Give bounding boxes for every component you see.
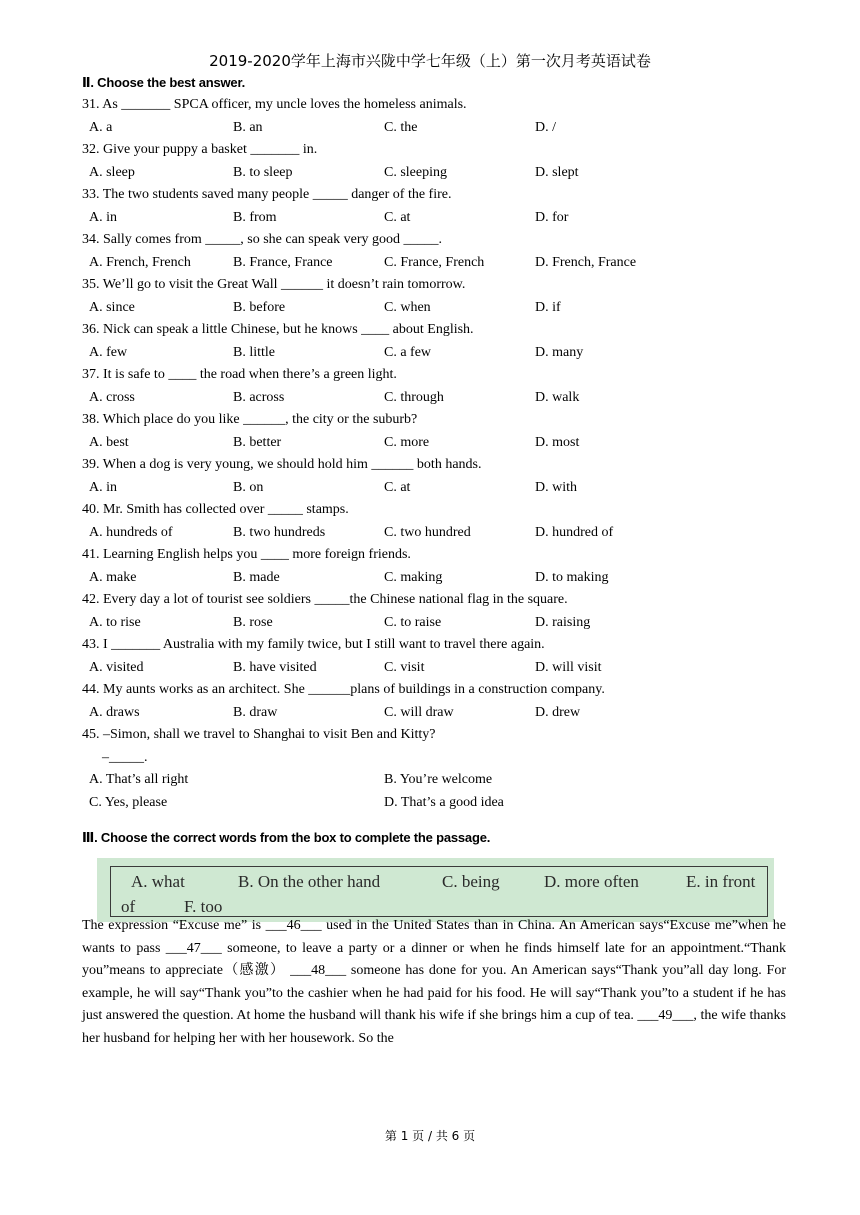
answer-option: D. will visit: [535, 659, 602, 675]
option-row: [82, 342, 792, 365]
answer-option: B. draw: [233, 704, 278, 720]
question-stem: 38. Which place do you like ______, the city or the suburb?: [82, 412, 418, 427]
answer-option: B. from: [233, 209, 277, 225]
section-2-heading: Ⅱ. Choose the best answer.: [82, 75, 246, 90]
question-stem: 32. Give your puppy a basket _______ in.: [82, 142, 318, 157]
answer-option: B. rose: [233, 614, 273, 630]
option-row: [82, 567, 792, 590]
option-row: [82, 162, 792, 185]
question-stem: 42. Every day a lot of tourist see soldiers _____the Chinese national flag in the square.: [82, 592, 568, 607]
question-stem: 33. The two students saved many people _____ danger of the fire.: [82, 187, 452, 202]
page-title: 2019-2020学年上海市兴陇中学七年级（上）第一次月考英语试卷: [209, 52, 651, 70]
answer-option: C. making: [384, 569, 443, 585]
word-box-option-b: B. On the other hand: [238, 872, 381, 891]
answer-option: A. since: [89, 299, 135, 315]
option-row: [82, 702, 792, 725]
answer-option: C. visit: [384, 659, 425, 675]
answer-option: D. with: [535, 479, 577, 495]
answer-option: A. draws: [89, 704, 140, 720]
answer-option: B. little: [233, 344, 275, 360]
answer-option: C. Yes, please: [89, 794, 168, 810]
answer-option: A. That’s all right: [89, 772, 189, 787]
dialogue-reply-blank: –_____.: [102, 749, 148, 765]
option-row: [82, 387, 792, 410]
answer-option: A. best: [89, 434, 129, 450]
answer-option: A. make: [89, 569, 137, 585]
answer-option: C. a few: [384, 344, 432, 360]
answer-option: A. sleep: [89, 164, 135, 180]
answer-option: B. to sleep: [233, 164, 293, 180]
answer-option: A. cross: [89, 389, 135, 405]
answer-option: A. hundreds of: [89, 524, 173, 540]
answer-option: C. when: [384, 299, 431, 315]
option-row: [82, 297, 792, 320]
answer-option: C. more: [384, 434, 430, 450]
answer-option: D. slept: [535, 164, 579, 180]
question-stem: 36. Nick can speak a little Chinese, but he knows ____ about English.: [82, 322, 474, 337]
answer-option: C. France, French: [384, 254, 485, 270]
answer-option: C. through: [384, 389, 444, 405]
question-stem: 44. My aunts works as an architect. She ______plans of buildings in a construction company.: [82, 682, 605, 697]
answer-option: B. before: [233, 299, 286, 315]
answer-option: D. many: [535, 344, 584, 360]
word-box-option-c: C. being: [442, 872, 500, 891]
section-3-heading: Ⅲ. Choose the correct words from the box to complete the passage.: [82, 830, 491, 845]
answer-option: B. made: [233, 569, 280, 585]
answer-option: A. in: [89, 479, 117, 495]
option-row: [82, 477, 792, 500]
word-box-option-a: A. what: [131, 872, 185, 891]
answer-option: B. You’re welcome: [384, 772, 493, 787]
answer-option: A. few: [89, 344, 128, 360]
word-box-option-f: F. too: [184, 897, 223, 916]
answer-option: D. to making: [535, 569, 609, 585]
answer-option: B. across: [233, 389, 285, 405]
answer-option: D. if: [535, 299, 561, 315]
answer-option: D. /: [535, 119, 556, 135]
question-stem: 41. Learning English helps you ____ more foreign friends.: [82, 547, 411, 562]
answer-option: D. drew: [535, 704, 581, 720]
answer-option: D. That’s a good idea: [384, 794, 504, 810]
option-row: [82, 657, 792, 680]
answer-option: B. two hundreds: [233, 524, 326, 540]
answer-option: D. French, France: [535, 254, 637, 270]
word-box-option-e: E. in front: [686, 872, 756, 891]
answer-option: A. to rise: [89, 614, 141, 630]
question-stem: 34. Sally comes from _____, so she can speak very good _____.: [82, 232, 443, 247]
answer-option: C. two hundred: [384, 524, 471, 540]
answer-option: B. France, France: [233, 254, 333, 270]
answer-option: A. a: [89, 119, 113, 135]
answer-option: A. French, French: [89, 254, 191, 270]
question-stem: 45. –Simon, shall we travel to Shanghai to visit Ben and Kitty?: [82, 727, 436, 742]
answer-option: A. in: [89, 209, 117, 225]
answer-option: C. sleeping: [384, 164, 447, 180]
option-row: [82, 207, 792, 230]
question-stem: 39. When a dog is very young, we should hold him ______ both hands.: [82, 457, 482, 472]
answer-option: D. most: [535, 434, 580, 450]
word-box-option-d: D. more often: [544, 872, 639, 891]
option-row: [82, 252, 792, 275]
answer-option: D. walk: [535, 389, 580, 405]
answer-option: C. at: [384, 209, 411, 225]
answer-option: B. better: [233, 434, 282, 450]
option-row: [82, 792, 792, 815]
answer-option: C. at: [384, 479, 411, 495]
answer-option: D. for: [535, 209, 569, 225]
option-row: [82, 117, 792, 140]
question-stem: 37. It is safe to ____ the road when there’s a green light.: [82, 367, 397, 382]
answer-option: B. an: [233, 119, 263, 135]
question-list: [82, 94, 792, 814]
question-stem: 40. Mr. Smith has collected over _____ stamps.: [82, 502, 349, 517]
option-row: [82, 612, 792, 635]
answer-option: B. have visited: [233, 659, 317, 675]
question-stem: 31. As _______ SPCA officer, my uncle loves the homeless animals.: [82, 97, 467, 112]
answer-option: A. visited: [89, 659, 144, 675]
answer-option: C. will draw: [384, 704, 454, 720]
answer-option: C. the: [384, 119, 418, 135]
option-row: [82, 769, 792, 792]
question-stem: 35. We’ll go to visit the Great Wall ______ it doesn’t rain tomorrow.: [82, 277, 466, 292]
answer-option: D. hundred of: [535, 524, 614, 540]
answer-option: D. raising: [535, 614, 591, 630]
answer-option: C. to raise: [384, 614, 442, 630]
question-stem: 43. I _______ Australia with my family twice, but I still want to travel there again.: [82, 637, 545, 652]
option-row: [82, 432, 792, 455]
answer-option: B. on: [233, 479, 264, 495]
word-box-option-e-cont: of: [121, 897, 136, 916]
page-footer: 第 1 页 / 共 6 页: [384, 1129, 476, 1143]
option-row: [82, 522, 792, 545]
reading-passage: The expression “Excuse me” is ___46___ used in the United States than in China. An American says“Excuse me”when he wants to pass ___47___ someone, to leave a party or a dinner or when he finds himself late for an appointment.“Thank you”means to appreciate（感激） ___48___ someone has done for you. An American says“Thank you”all day long. For example, he will say“Thank you”to the cashier when he had paid for his food. He will say“Thank you”to a student if he has just answered the question. At home the husband will thank his wife if she brings him a cup of tea. ___49___, the wife thanks her husband for helping her with her housework. So the: [82, 918, 786, 1046]
